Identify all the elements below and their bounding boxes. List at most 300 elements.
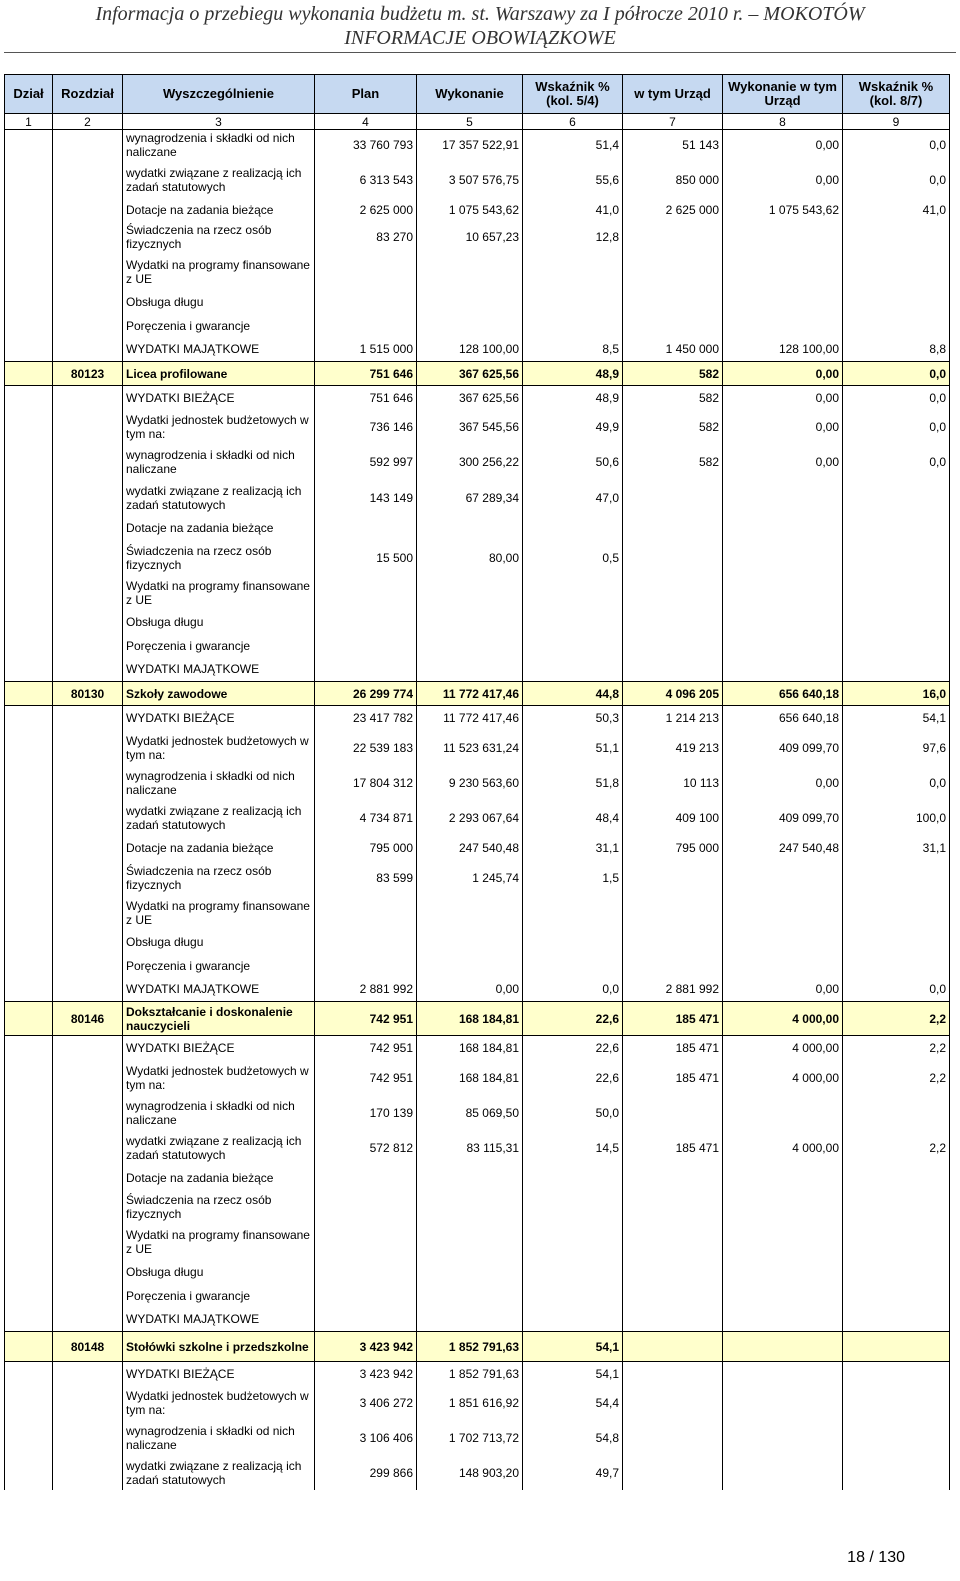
urzad-wykonanie-cell xyxy=(723,1284,843,1308)
urzad-plan-cell xyxy=(623,540,723,576)
urzad-wykonanie-cell: 0,00 xyxy=(723,130,843,160)
wskaznik-cell: 8,5 xyxy=(523,338,623,362)
urzad-wykonanie-cell: 0,00 xyxy=(723,386,843,410)
table-row xyxy=(5,290,950,314)
plan-cell: 751 646 xyxy=(315,386,417,410)
wykonanie-cell: 1 245,74 xyxy=(417,860,523,896)
dzial-cell xyxy=(5,1060,53,1096)
plan-cell: 736 146 xyxy=(315,410,417,444)
plan-cell: 33 760 793 xyxy=(315,130,417,160)
dzial-cell xyxy=(5,410,53,444)
dzial-cell xyxy=(5,314,53,338)
column-number: 3 xyxy=(123,114,315,130)
urzad-wykonanie-cell xyxy=(723,1332,843,1362)
table-row xyxy=(5,978,950,1002)
dzial-cell xyxy=(5,1386,53,1420)
rozdzial-cell xyxy=(53,160,123,200)
wykonanie-cell xyxy=(417,1166,523,1190)
wskaznik-cell xyxy=(523,1166,623,1190)
description-cell: Poręczenia i gwarancje xyxy=(123,954,315,978)
wykonanie-cell: 11 523 631,24 xyxy=(417,730,523,766)
dzial-cell xyxy=(5,1420,53,1456)
header-divider xyxy=(4,52,956,53)
rozdzial-cell xyxy=(53,860,123,896)
rozdzial-cell: 80130 xyxy=(53,682,123,706)
dzial-cell xyxy=(5,682,53,706)
plan-cell: 572 812 xyxy=(315,1130,417,1166)
rozdzial-cell xyxy=(53,1260,123,1284)
table-row xyxy=(5,658,950,682)
table-row xyxy=(5,1096,950,1130)
rozdzial-cell xyxy=(53,254,123,290)
description-cell: Świadczenia na rzecz osób fizycznych xyxy=(123,860,315,896)
urzad-wykonanie-cell: 1 075 543,62 xyxy=(723,200,843,220)
urzad-plan-cell: 582 xyxy=(623,386,723,410)
plan-cell: 2 881 992 xyxy=(315,978,417,1002)
wskaznik-cell: 41,0 xyxy=(523,200,623,220)
wykonanie-cell: 367 625,56 xyxy=(417,386,523,410)
rozdzial-cell xyxy=(53,576,123,610)
urzad-plan-cell xyxy=(623,516,723,540)
dzial-cell xyxy=(5,160,53,200)
section-row xyxy=(5,1002,950,1036)
column-number: 7 xyxy=(623,114,723,130)
rozdzial-cell xyxy=(53,658,123,682)
dzial-cell xyxy=(5,1130,53,1166)
urzad-plan-cell xyxy=(623,480,723,516)
column-number: 2 xyxy=(53,114,123,130)
table-row xyxy=(5,160,950,200)
urzad-plan-cell xyxy=(623,930,723,954)
urzad-plan-cell xyxy=(623,290,723,314)
wykonanie-cell xyxy=(417,1224,523,1260)
table-row xyxy=(5,1036,950,1060)
table-row xyxy=(5,1284,950,1308)
rozdzial-cell xyxy=(53,1060,123,1096)
rozdzial-cell xyxy=(53,1130,123,1166)
rozdzial-cell xyxy=(53,1166,123,1190)
rozdzial-cell xyxy=(53,634,123,658)
urzad-wykonanie-cell xyxy=(723,860,843,896)
wskaznik-cell: 55,6 xyxy=(523,160,623,200)
description-cell: Dotacje na zadania bieżące xyxy=(123,1166,315,1190)
urzad-plan-cell xyxy=(623,1224,723,1260)
dzial-cell xyxy=(5,860,53,896)
urzad-wskaznik-cell xyxy=(843,658,950,682)
dzial-cell xyxy=(5,1002,53,1036)
description-cell: wynagrodzenia i składki od nich naliczane xyxy=(123,444,315,480)
table-row xyxy=(5,1190,950,1224)
page-number: 18 / 130 xyxy=(847,1549,905,1566)
urzad-wskaznik-cell xyxy=(843,1190,950,1224)
wskaznik-cell xyxy=(523,1190,623,1224)
description-cell: Dotacje na zadania bieżące xyxy=(123,200,315,220)
dzial-cell xyxy=(5,930,53,954)
wskaznik-cell: 54,4 xyxy=(523,1386,623,1420)
urzad-wykonanie-cell xyxy=(723,930,843,954)
wskaznik-cell: 54,1 xyxy=(523,1332,623,1362)
table-row xyxy=(5,480,950,516)
plan-cell xyxy=(315,634,417,658)
table-row xyxy=(5,836,950,860)
description-cell: WYDATKI MAJĄTKOWE xyxy=(123,338,315,362)
column-header-wskaznik-8-7: Wskaźnik % (kol. 8/7) xyxy=(843,75,950,114)
rozdzial-cell xyxy=(53,978,123,1002)
table-row xyxy=(5,766,950,800)
urzad-plan-cell: 409 100 xyxy=(623,800,723,836)
dzial-cell xyxy=(5,220,53,254)
wskaznik-cell xyxy=(523,1284,623,1308)
plan-cell: 143 149 xyxy=(315,480,417,516)
column-header-wykonanie-urzad: Wykonanie w tym Urząd xyxy=(723,75,843,114)
urzad-wykonanie-cell xyxy=(723,1362,843,1386)
urzad-plan-cell xyxy=(623,1096,723,1130)
description-cell: Wydatki jednostek budżetowych w tym na: xyxy=(123,730,315,766)
urzad-wskaznik-cell xyxy=(843,896,950,930)
urzad-wskaznik-cell xyxy=(843,540,950,576)
plan-cell: 6 313 543 xyxy=(315,160,417,200)
wykonanie-cell xyxy=(417,658,523,682)
urzad-wskaznik-cell xyxy=(843,1260,950,1284)
urzad-wskaznik-cell xyxy=(843,1420,950,1456)
urzad-plan-cell: 1 214 213 xyxy=(623,706,723,730)
rozdzial-cell xyxy=(53,610,123,634)
table-row xyxy=(5,410,950,444)
plan-cell: 170 139 xyxy=(315,1096,417,1130)
urzad-plan-cell xyxy=(623,610,723,634)
dzial-cell xyxy=(5,1190,53,1224)
urzad-wykonanie-cell: 0,00 xyxy=(723,410,843,444)
dzial-cell xyxy=(5,978,53,1002)
urzad-wykonanie-cell: 0,00 xyxy=(723,362,843,386)
urzad-wskaznik-cell: 2,2 xyxy=(843,1130,950,1166)
plan-cell xyxy=(315,1166,417,1190)
wskaznik-cell xyxy=(523,254,623,290)
wskaznik-cell: 1,5 xyxy=(523,860,623,896)
urzad-wykonanie-cell xyxy=(723,576,843,610)
description-cell: Poręczenia i gwarancje xyxy=(123,634,315,658)
description-cell: wydatki związane z realizacją ich zadań statutowych xyxy=(123,1456,315,1490)
wykonanie-cell xyxy=(417,610,523,634)
urzad-wskaznik-cell xyxy=(843,516,950,540)
rozdzial-cell xyxy=(53,954,123,978)
description-cell: wynagrodzenia i składki od nich naliczane xyxy=(123,766,315,800)
urzad-wskaznik-cell: 100,0 xyxy=(843,800,950,836)
table-row xyxy=(5,200,950,220)
urzad-wykonanie-cell xyxy=(723,290,843,314)
plan-cell xyxy=(315,576,417,610)
wskaznik-cell xyxy=(523,896,623,930)
urzad-plan-cell xyxy=(623,1260,723,1284)
description-cell: Poręczenia i gwarancje xyxy=(123,314,315,338)
urzad-plan-cell xyxy=(623,896,723,930)
urzad-plan-cell: 185 471 xyxy=(623,1002,723,1036)
wykonanie-cell: 247 540,48 xyxy=(417,836,523,860)
dzial-cell xyxy=(5,480,53,516)
description-cell: wynagrodzenia i składki od nich naliczane xyxy=(123,130,315,160)
description-cell: WYDATKI BIEŻĄCE xyxy=(123,1362,315,1386)
table-row xyxy=(5,1224,950,1260)
column-header-wskaznik-5-4: Wskaźnik % (kol. 5/4) xyxy=(523,75,623,114)
urzad-wykonanie-cell xyxy=(723,1420,843,1456)
wykonanie-cell: 1 851 616,92 xyxy=(417,1386,523,1420)
wykonanie-cell xyxy=(417,1260,523,1284)
description-cell: WYDATKI MAJĄTKOWE xyxy=(123,658,315,682)
description-cell: Wydatki na programy finansowane z UE xyxy=(123,254,315,290)
plan-cell: 83 599 xyxy=(315,860,417,896)
urzad-wskaznik-cell xyxy=(843,1224,950,1260)
column-number: 9 xyxy=(843,114,950,130)
plan-cell xyxy=(315,1224,417,1260)
dzial-cell xyxy=(5,634,53,658)
urzad-wskaznik-cell: 2,2 xyxy=(843,1002,950,1036)
urzad-wykonanie-cell: 4 000,00 xyxy=(723,1002,843,1036)
rozdzial-cell xyxy=(53,386,123,410)
description-cell: Dotacje na zadania bieżące xyxy=(123,516,315,540)
table-row xyxy=(5,540,950,576)
table-row xyxy=(5,1130,950,1166)
wskaznik-cell xyxy=(523,290,623,314)
wykonanie-cell: 367 625,56 xyxy=(417,362,523,386)
wykonanie-cell: 80,00 xyxy=(417,540,523,576)
rozdzial-cell xyxy=(53,200,123,220)
wskaznik-cell: 47,0 xyxy=(523,480,623,516)
description-cell: WYDATKI BIEŻĄCE xyxy=(123,386,315,410)
urzad-plan-cell: 795 000 xyxy=(623,836,723,860)
urzad-wykonanie-cell xyxy=(723,658,843,682)
wskaznik-cell xyxy=(523,1224,623,1260)
urzad-plan-cell: 582 xyxy=(623,410,723,444)
urzad-wskaznik-cell: 2,2 xyxy=(843,1036,950,1060)
urzad-plan-cell xyxy=(623,860,723,896)
dzial-cell xyxy=(5,576,53,610)
urzad-wskaznik-cell: 8,8 xyxy=(843,338,950,362)
wykonanie-cell: 1 852 791,63 xyxy=(417,1332,523,1362)
plan-cell: 83 270 xyxy=(315,220,417,254)
wskaznik-cell: 44,8 xyxy=(523,682,623,706)
urzad-wskaznik-cell xyxy=(843,610,950,634)
urzad-wykonanie-cell xyxy=(723,1260,843,1284)
column-header-w-tym-urzad: w tym Urząd xyxy=(623,75,723,114)
plan-cell xyxy=(315,516,417,540)
table-header-row xyxy=(5,75,950,114)
rozdzial-cell xyxy=(53,410,123,444)
plan-cell xyxy=(315,254,417,290)
wykonanie-cell: 11 772 417,46 xyxy=(417,706,523,730)
table-row xyxy=(5,730,950,766)
dzial-cell xyxy=(5,766,53,800)
plan-cell: 3 423 942 xyxy=(315,1332,417,1362)
urzad-plan-cell xyxy=(623,1332,723,1362)
plan-cell: 795 000 xyxy=(315,836,417,860)
description-cell: Dotacje na zadania bieżące xyxy=(123,836,315,860)
table-row xyxy=(5,706,950,730)
description-cell: wynagrodzenia i składki od nich naliczane xyxy=(123,1420,315,1456)
wykonanie-cell: 168 184,81 xyxy=(417,1002,523,1036)
table-row xyxy=(5,254,950,290)
wskaznik-cell: 51,1 xyxy=(523,730,623,766)
plan-cell: 23 417 782 xyxy=(315,706,417,730)
urzad-wykonanie-cell xyxy=(723,1308,843,1332)
dzial-cell xyxy=(5,516,53,540)
rozdzial-cell xyxy=(53,1224,123,1260)
wykonanie-cell xyxy=(417,576,523,610)
wykonanie-cell xyxy=(417,314,523,338)
column-header-wykonanie: Wykonanie xyxy=(417,75,523,114)
plan-cell xyxy=(315,1284,417,1308)
urzad-wskaznik-cell xyxy=(843,634,950,658)
description-cell: Wydatki jednostek budżetowych w tym na: xyxy=(123,1060,315,1096)
urzad-wykonanie-cell: 4 000,00 xyxy=(723,1060,843,1096)
urzad-plan-cell xyxy=(623,1386,723,1420)
urzad-wskaznik-cell: 54,1 xyxy=(843,706,950,730)
dzial-cell xyxy=(5,386,53,410)
wskaznik-cell: 31,1 xyxy=(523,836,623,860)
urzad-wskaznik-cell: 0,0 xyxy=(843,766,950,800)
wykonanie-cell xyxy=(417,896,523,930)
rozdzial-cell xyxy=(53,730,123,766)
rozdzial-cell xyxy=(53,1420,123,1456)
urzad-wykonanie-cell: 4 000,00 xyxy=(723,1036,843,1060)
urzad-plan-cell: 582 xyxy=(623,362,723,386)
wykonanie-cell: 85 069,50 xyxy=(417,1096,523,1130)
column-header-wyszczegolnienie: Wyszczególnienie xyxy=(123,75,315,114)
description-cell: Świadczenia na rzecz osób fizycznych xyxy=(123,1190,315,1224)
wykonanie-cell xyxy=(417,1308,523,1332)
wskaznik-cell xyxy=(523,930,623,954)
urzad-wskaznik-cell: 0,0 xyxy=(843,362,950,386)
urzad-wykonanie-cell xyxy=(723,480,843,516)
description-cell: wydatki związane z realizacją ich zadań statutowych xyxy=(123,800,315,836)
description-cell: Świadczenia na rzecz osób fizycznych xyxy=(123,220,315,254)
rozdzial-cell xyxy=(53,706,123,730)
plan-cell xyxy=(315,896,417,930)
section-row xyxy=(5,362,950,386)
description-cell: wydatki związane z realizacją ich zadań statutowych xyxy=(123,1130,315,1166)
wykonanie-cell xyxy=(417,1190,523,1224)
table-row xyxy=(5,1166,950,1190)
wskaznik-cell: 51,4 xyxy=(523,130,623,160)
wskaznik-cell xyxy=(523,576,623,610)
urzad-plan-cell xyxy=(623,954,723,978)
urzad-wykonanie-cell: 0,00 xyxy=(723,978,843,1002)
dzial-cell xyxy=(5,1260,53,1284)
rozdzial-cell xyxy=(53,766,123,800)
table-row xyxy=(5,1420,950,1456)
description-cell: WYDATKI BIEŻĄCE xyxy=(123,1036,315,1060)
urzad-plan-cell: 419 213 xyxy=(623,730,723,766)
urzad-plan-cell xyxy=(623,658,723,682)
plan-cell xyxy=(315,314,417,338)
dzial-cell xyxy=(5,1166,53,1190)
plan-cell xyxy=(315,610,417,634)
wykonanie-cell: 1 075 543,62 xyxy=(417,200,523,220)
urzad-plan-cell: 2 625 000 xyxy=(623,200,723,220)
rozdzial-cell xyxy=(53,130,123,160)
table-row xyxy=(5,338,950,362)
wskaznik-cell xyxy=(523,658,623,682)
column-number: 5 xyxy=(417,114,523,130)
dzial-cell xyxy=(5,1362,53,1386)
urzad-plan-cell xyxy=(623,576,723,610)
urzad-wskaznik-cell xyxy=(843,930,950,954)
dzial-cell xyxy=(5,540,53,576)
urzad-wskaznik-cell: 41,0 xyxy=(843,200,950,220)
dzial-cell xyxy=(5,1308,53,1332)
urzad-plan-cell: 185 471 xyxy=(623,1036,723,1060)
rozdzial-cell xyxy=(53,220,123,254)
urzad-plan-cell xyxy=(623,1456,723,1490)
wskaznik-cell: 51,8 xyxy=(523,766,623,800)
description-cell: WYDATKI MAJĄTKOWE xyxy=(123,1308,315,1332)
dzial-cell xyxy=(5,444,53,480)
urzad-plan-cell xyxy=(623,1420,723,1456)
wskaznik-cell: 50,0 xyxy=(523,1096,623,1130)
wykonanie-cell: 83 115,31 xyxy=(417,1130,523,1166)
wskaznik-cell: 22,6 xyxy=(523,1036,623,1060)
urzad-plan-cell xyxy=(623,314,723,338)
table-row xyxy=(5,444,950,480)
urzad-plan-cell: 850 000 xyxy=(623,160,723,200)
urzad-wskaznik-cell: 0,0 xyxy=(843,978,950,1002)
plan-cell xyxy=(315,1260,417,1284)
urzad-wskaznik-cell xyxy=(843,1096,950,1130)
urzad-wykonanie-cell xyxy=(723,610,843,634)
description-cell: WYDATKI MAJĄTKOWE xyxy=(123,978,315,1002)
wskaznik-cell xyxy=(523,954,623,978)
rozdzial-cell xyxy=(53,290,123,314)
wykonanie-cell: 168 184,81 xyxy=(417,1060,523,1096)
description-cell: Wydatki na programy finansowane z UE xyxy=(123,896,315,930)
plan-cell xyxy=(315,930,417,954)
description-cell: Dokształcanie i doskonalenie nauczycieli xyxy=(123,1002,315,1036)
wykonanie-cell xyxy=(417,290,523,314)
wykonanie-cell: 1 852 791,63 xyxy=(417,1362,523,1386)
wykonanie-cell xyxy=(417,634,523,658)
table-row xyxy=(5,954,950,978)
plan-cell xyxy=(315,658,417,682)
dzial-cell xyxy=(5,1332,53,1362)
urzad-wykonanie-cell: 409 099,70 xyxy=(723,730,843,766)
wskaznik-cell: 49,9 xyxy=(523,410,623,444)
urzad-wskaznik-cell xyxy=(843,1362,950,1386)
column-header-dzial: Dział xyxy=(5,75,53,114)
table-row xyxy=(5,1386,950,1420)
plan-cell: 4 734 871 xyxy=(315,800,417,836)
wskaznik-cell xyxy=(523,634,623,658)
table-row xyxy=(5,800,950,836)
rozdzial-cell xyxy=(53,800,123,836)
rozdzial-cell: 80146 xyxy=(53,1002,123,1036)
wykonanie-cell: 17 357 522,91 xyxy=(417,130,523,160)
dzial-cell xyxy=(5,800,53,836)
wykonanie-cell: 1 702 713,72 xyxy=(417,1420,523,1456)
urzad-wykonanie-cell xyxy=(723,314,843,338)
urzad-plan-cell: 582 xyxy=(623,444,723,480)
dzial-cell xyxy=(5,658,53,682)
urzad-wskaznik-cell: 0,0 xyxy=(843,386,950,410)
urzad-wskaznik-cell xyxy=(843,954,950,978)
urzad-wykonanie-cell xyxy=(723,954,843,978)
table-row xyxy=(5,634,950,658)
urzad-wykonanie-cell xyxy=(723,896,843,930)
wskaznik-cell: 22,6 xyxy=(523,1002,623,1036)
urzad-wykonanie-cell xyxy=(723,1096,843,1130)
description-cell: Szkoły zawodowe xyxy=(123,682,315,706)
wskaznik-cell: 14,5 xyxy=(523,1130,623,1166)
wykonanie-cell: 9 230 563,60 xyxy=(417,766,523,800)
plan-cell: 26 299 774 xyxy=(315,682,417,706)
